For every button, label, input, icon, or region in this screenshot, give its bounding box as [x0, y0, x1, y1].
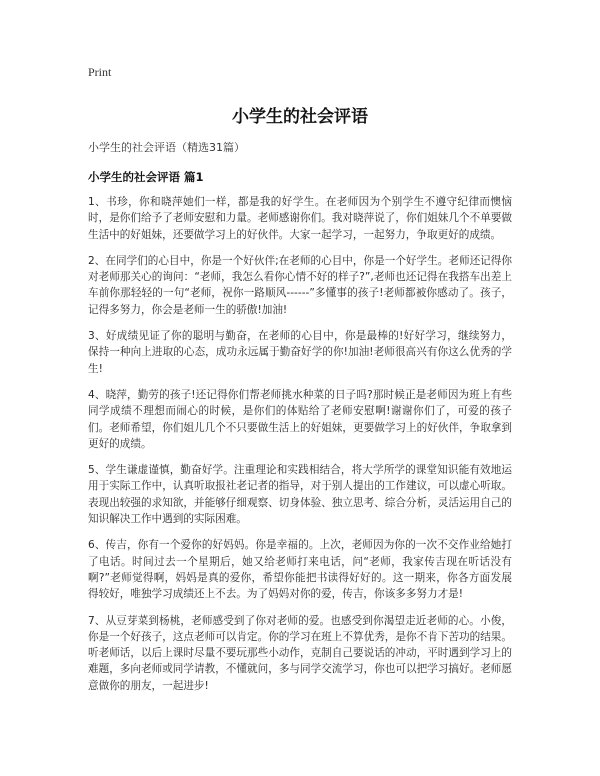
paragraph-6: 6、传吉，你有一个爱你的好妈妈。你是幸福的。上次，老师因为你的一次不交作业给她打了电话。时间过去一个星期后，她又给老师打来电话，问“老师，我家传吉现在听话没有啊?”老师觉得啊，妈妈是真的爱你，希望你能把书读得好好的。这一期来，你各方面发展得较好，唯独学习成绩还上不去。为了妈妈对你的爱，传吉，你该多多努力才是!	[88, 539, 512, 601]
paragraph-2: 2、在同学们的心目中，你是一个好伙伴;在老师的心目中，你是一个好学生。老师还记得你对老师那关心的询问：“老师，我怎么看你心情不好的样子?”,老师也还记得在我搭车出差上车前你那轻轻的一句“老师，祝你一路顺风------”多懂事的孩子!老师都被你感动了。孩子，记得多努力，你会是老师一生的骄傲!加油!	[88, 254, 512, 316]
paragraph-3: 3、好成绩见证了你的聪明与勤奋，在老师的心目中，你是最棒的!好好学习，继续努力，保持一种向上进取的心态，成功永远属于勤奋好学的你!加油!老师很高兴有你这么优秀的学生!	[88, 330, 512, 375]
paragraph-4: 4、晓萍，勤劳的孩子!还记得你们帮老师挑水种菜的日子吗?那时候正是老师因为班上有些同学成绩不理想而闹心的时候，是你们的体贴给了老师安慰啊!谢谢你们了，可爱的孩子们。老师希望，你们姐儿几个不只要做生活上的好姐妹，更要做学习上的好伙伴，争取拿到更好的成绩。	[88, 388, 512, 450]
document-title: 小学生的社会评语	[232, 107, 368, 127]
paragraph-1: 1、书珍，你和晓萍她们一样，都是我的好学生。在老师因为个别学生不遵守纪律而懊恼时，是你们给予了老师安慰和力量。老师感谢你们。我对晓萍说了，你们姐妹几个不单要做生活中的好姐妹，还要做学习上的好伙伴。大家一起学习，一起努力，争取更好的成绩。	[88, 196, 512, 241]
document-subtitle: 小学生的社会评语（精选31篇）	[88, 141, 245, 154]
paragraph-7: 7、从豆芽菜到杨桃，老师感受到了你对老师的爱。也感受到你渴望走近老师的心。小俊，你是一个好孩子，这点老师可以肯定。你的学习在班上不算优秀，是你不肯下苦功的结果。听老师话，以后上课时尽量不要玩那些小动作，克制自己要说话的冲动，平时遇到学习上的难题，多向老师或同学请教，不懂就问，多与同学交流学习，你也可以把学习搞好。老师愿意做你的朋友，一起进步!	[88, 614, 512, 692]
print-label: Print	[88, 65, 112, 79]
paragraph-5: 5、学生谦虚谨慎，勤奋好学。注重理论和实践相结合，将大学所学的课堂知识能有效地运用于实际工作中，认真听取报社老记者的指导，对于别人提出的工作建议，可以虚心听取。表现出较强的求知欲，并能够仔细观察、切身体验、独立思考、综合分析，灵活运用自己的知识解决工作中遇到的实际困难。	[88, 464, 512, 526]
section-heading: 小学生的社会评语 篇1	[88, 170, 204, 184]
